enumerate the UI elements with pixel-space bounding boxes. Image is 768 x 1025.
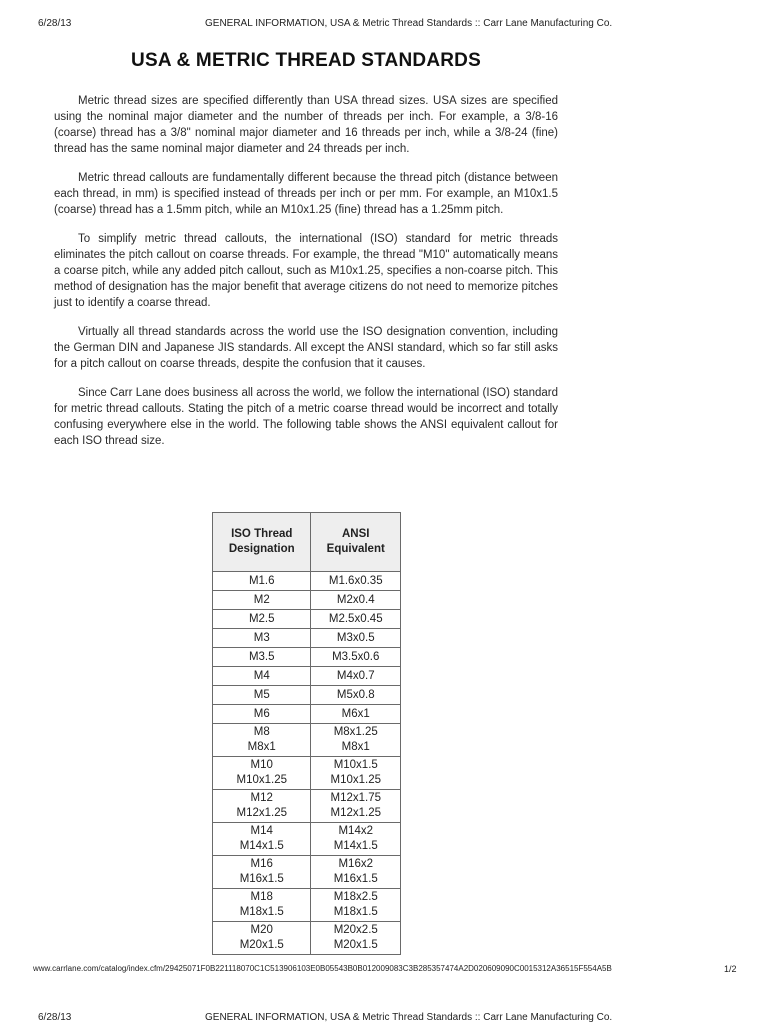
ansi-equivalent-cell: M3x0.5	[311, 629, 401, 648]
table-row	[213, 667, 401, 686]
paragraph: Metric thread sizes are specified differently than USA thread sizes. USA sizes are specified using the nominal major diameter and the number of threads per inch. For example, a 3/8-16 (coarse) thread has a 3/8" nominal major diameter and 16 threads per inch, while a 3/8-24 (fine) thread has the same nominal major diameter and 24 threads per inch.	[54, 95, 558, 155]
ansi-equivalent-cell: M1.6x0.35	[311, 572, 401, 591]
page-number: 1/2	[724, 964, 737, 974]
iso-designation-cell: M1.6	[213, 572, 311, 591]
iso-designation-cell: M2.5	[213, 610, 311, 629]
paragraph: Since Carr Lane does business all across the world, we follow the international (ISO) standard for metric thread callouts. Stating the pitch of a metric coarse thread would be incorrect and totally confusing everywhere else in the world. The following table shows the ANSI equivalent callout for each ISO thread size.	[54, 387, 558, 447]
ansi-equivalent-cell: M2.5x0.45	[311, 610, 401, 629]
ansi-equivalent-cell: M6x1	[311, 705, 401, 724]
iso-designation-cell: M10 M10x1.25	[213, 757, 311, 790]
ansi-equivalent-cell: M8x1.25 M8x1	[311, 724, 401, 757]
ansi-equivalent-cell: M3.5x0.6	[311, 648, 401, 667]
header-date: 6/28/13	[38, 18, 72, 29]
table-row	[213, 757, 401, 790]
ansi-equivalent-cell: M2x0.4	[311, 591, 401, 610]
table-row	[213, 922, 401, 955]
iso-designation-cell: M2	[213, 591, 311, 610]
iso-designation-cell: M16 M16x1.5	[213, 856, 311, 889]
iso-designation-cell: M12 M12x1.25	[213, 790, 311, 823]
iso-designation-cell: M18 M18x1.5	[213, 889, 311, 922]
table-row	[213, 648, 401, 667]
ansi-equivalent-cell: M5x0.8	[311, 686, 401, 705]
iso-designation-cell: M5	[213, 686, 311, 705]
header-title: GENERAL INFORMATION, USA & Metric Thread Standards :: Carr Lane Manufacturing Co.	[205, 18, 613, 29]
page-title: USA & METRIC THREAD STANDARDS	[131, 50, 481, 71]
paragraph: Metric thread callouts are fundamentally different because the thread pitch (distance between each thread, in mm) is specified instead of threads per inch or per mm. For example, an M10x1.5 (coarse) thread has a 1.5mm pitch, while an M10x1.25 (fine) thread has a 1.25mm pitch.	[54, 172, 558, 216]
page-header	[0, 17, 768, 31]
iso-designation-cell: M3.5	[213, 648, 311, 667]
table-header-row	[213, 513, 401, 572]
table-row	[213, 724, 401, 757]
table-row	[213, 686, 401, 705]
table-row	[213, 856, 401, 889]
ansi-equivalent-cell: M18x2.5 M18x1.5	[311, 889, 401, 922]
header-date: 6/28/13	[38, 1012, 72, 1023]
iso-designation-cell: M3	[213, 629, 311, 648]
ansi-equivalent-cell: M20x2.5 M20x1.5	[311, 922, 401, 955]
ansi-equivalent-cell: M14x2 M14x1.5	[311, 823, 401, 856]
next-page-header	[0, 1011, 768, 1025]
iso-designation-cell: M20 M20x1.5	[213, 922, 311, 955]
iso-designation-cell: M8 M8x1	[213, 724, 311, 757]
footer-url: www.carrlane.com/catalog/index.cfm/29425071F0B221118070C1C513906103E0B05543B0B012009083C3B285357474A2D020609090C0015312A36515F554A5B	[33, 964, 612, 973]
iso-designation-cell: M4	[213, 667, 311, 686]
column-header-ansi: ANSI Equivalent	[311, 513, 401, 572]
ansi-equivalent-cell: M12x1.75 M12x1.25	[311, 790, 401, 823]
page-footer	[0, 963, 768, 975]
paragraph: To simplify metric thread callouts, the international (ISO) standard for metric threads eliminates the pitch callout on coarse threads. For example, the thread "M10" automatically means a coarse pitch, while any added pitch callout, such as M10x1.25, specifies a non-coarse pitch. This method of designation has the major benefit that average citizens do not need to memorize pitches just to identify a coarse thread.	[54, 233, 558, 309]
ansi-equivalent-cell: M16x2 M16x1.5	[311, 856, 401, 889]
thread-equivalence-table	[212, 512, 401, 955]
table-row	[213, 889, 401, 922]
table-row	[213, 705, 401, 724]
table-row	[213, 823, 401, 856]
iso-designation-cell: M14 M14x1.5	[213, 823, 311, 856]
table-row	[213, 591, 401, 610]
iso-designation-cell: M6	[213, 705, 311, 724]
article-body	[54, 93, 558, 462]
ansi-equivalent-cell: M10x1.5 M10x1.25	[311, 757, 401, 790]
table-row	[213, 610, 401, 629]
ansi-equivalent-cell: M4x0.7	[311, 667, 401, 686]
header-title: GENERAL INFORMATION, USA & Metric Thread Standards :: Carr Lane Manufacturing Co.	[205, 1012, 613, 1023]
table-row	[213, 790, 401, 823]
column-header-iso: ISO Thread Designation	[213, 513, 311, 572]
table-row	[213, 572, 401, 591]
table-body	[213, 572, 401, 955]
paragraph: Virtually all thread standards across the world use the ISO designation convention, including the German DIN and Japanese JIS standards. All except the ANSI standard, which so far still asks for a pitch callout on coarse threads, despite the confusion that it causes.	[54, 326, 558, 370]
table-row	[213, 629, 401, 648]
